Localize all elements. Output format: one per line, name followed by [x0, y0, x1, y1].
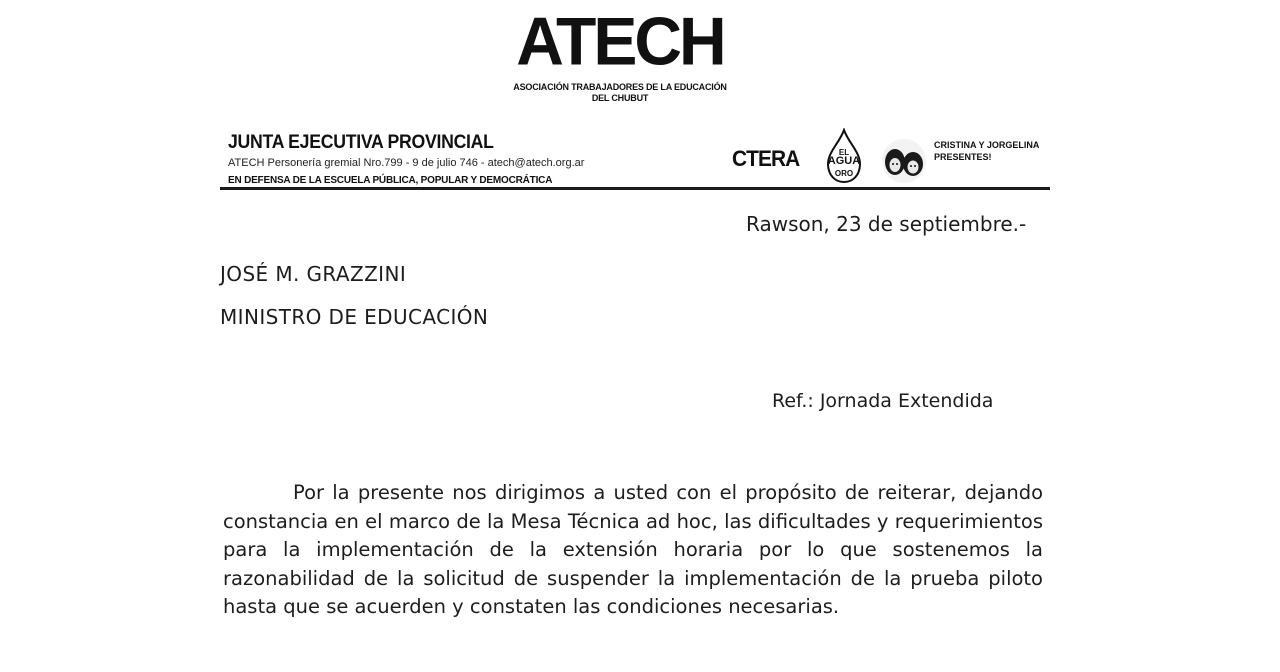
cristina-line2: PRESENTES!	[934, 152, 992, 162]
faces-illustration	[880, 138, 928, 184]
drop-logo-line2: AGUA	[827, 155, 861, 167]
letterhead	[228, 132, 584, 188]
letter-date: Rawson, 23 de septiembre.-	[746, 212, 1027, 236]
letterhead-info-line: ATECH Personería gremial Nro.799 - 9 de julio 746 - atech@atech.org.ar	[228, 157, 585, 169]
drop-logo-line3: ORO	[834, 169, 854, 178]
ctera-logo: CTERA	[732, 146, 800, 171]
cristina-line1: CRISTINA Y JORGELINA	[934, 140, 1040, 150]
logo-wordmark: ATECH	[516, 3, 724, 79]
letter-body-paragraph: Por la presente nos dirigimos a usted con el propósito de reiterar, dejando constancia en el marco de la Mesa Técnica ad hoc, las dificultades y requerimientos para la implementación de la extensión horaria por lo que sostenemos la razonabilidad de la solicitud de suspender la implementación de la prueba piloto hasta que se acuerden y constaten las condiciones necesarias.	[223, 481, 1043, 619]
header-divider	[220, 187, 1050, 190]
recipient-title: MINISTRO DE EDUCACIÓN	[220, 305, 489, 329]
logo-subtitle-line1: ASOCIACIÓN TRABAJADORES DE LA EDUCACIÓN	[513, 82, 727, 92]
faces-icon	[880, 138, 928, 184]
cristina-jorgelina-caption	[934, 139, 1039, 163]
logo-subtitle-line2: DEL CHUBUT	[591, 93, 649, 103]
atech-logo	[500, 3, 740, 106]
recipient-name: JOSÉ M. GRAZZINI	[220, 262, 407, 286]
letterhead-title: JUNTA EJECUTIVA PROVINCIAL	[228, 132, 494, 153]
letterhead-motto: EN DEFENSA DE LA ESCUELA PÚBLICA, POPULAR Y DEMOCRÁTICA	[228, 175, 553, 186]
drop-logo-line1: EL	[838, 148, 850, 157]
reference-line: Ref.: Jornada Extendida	[772, 390, 994, 412]
water-drop-logo	[822, 128, 866, 184]
